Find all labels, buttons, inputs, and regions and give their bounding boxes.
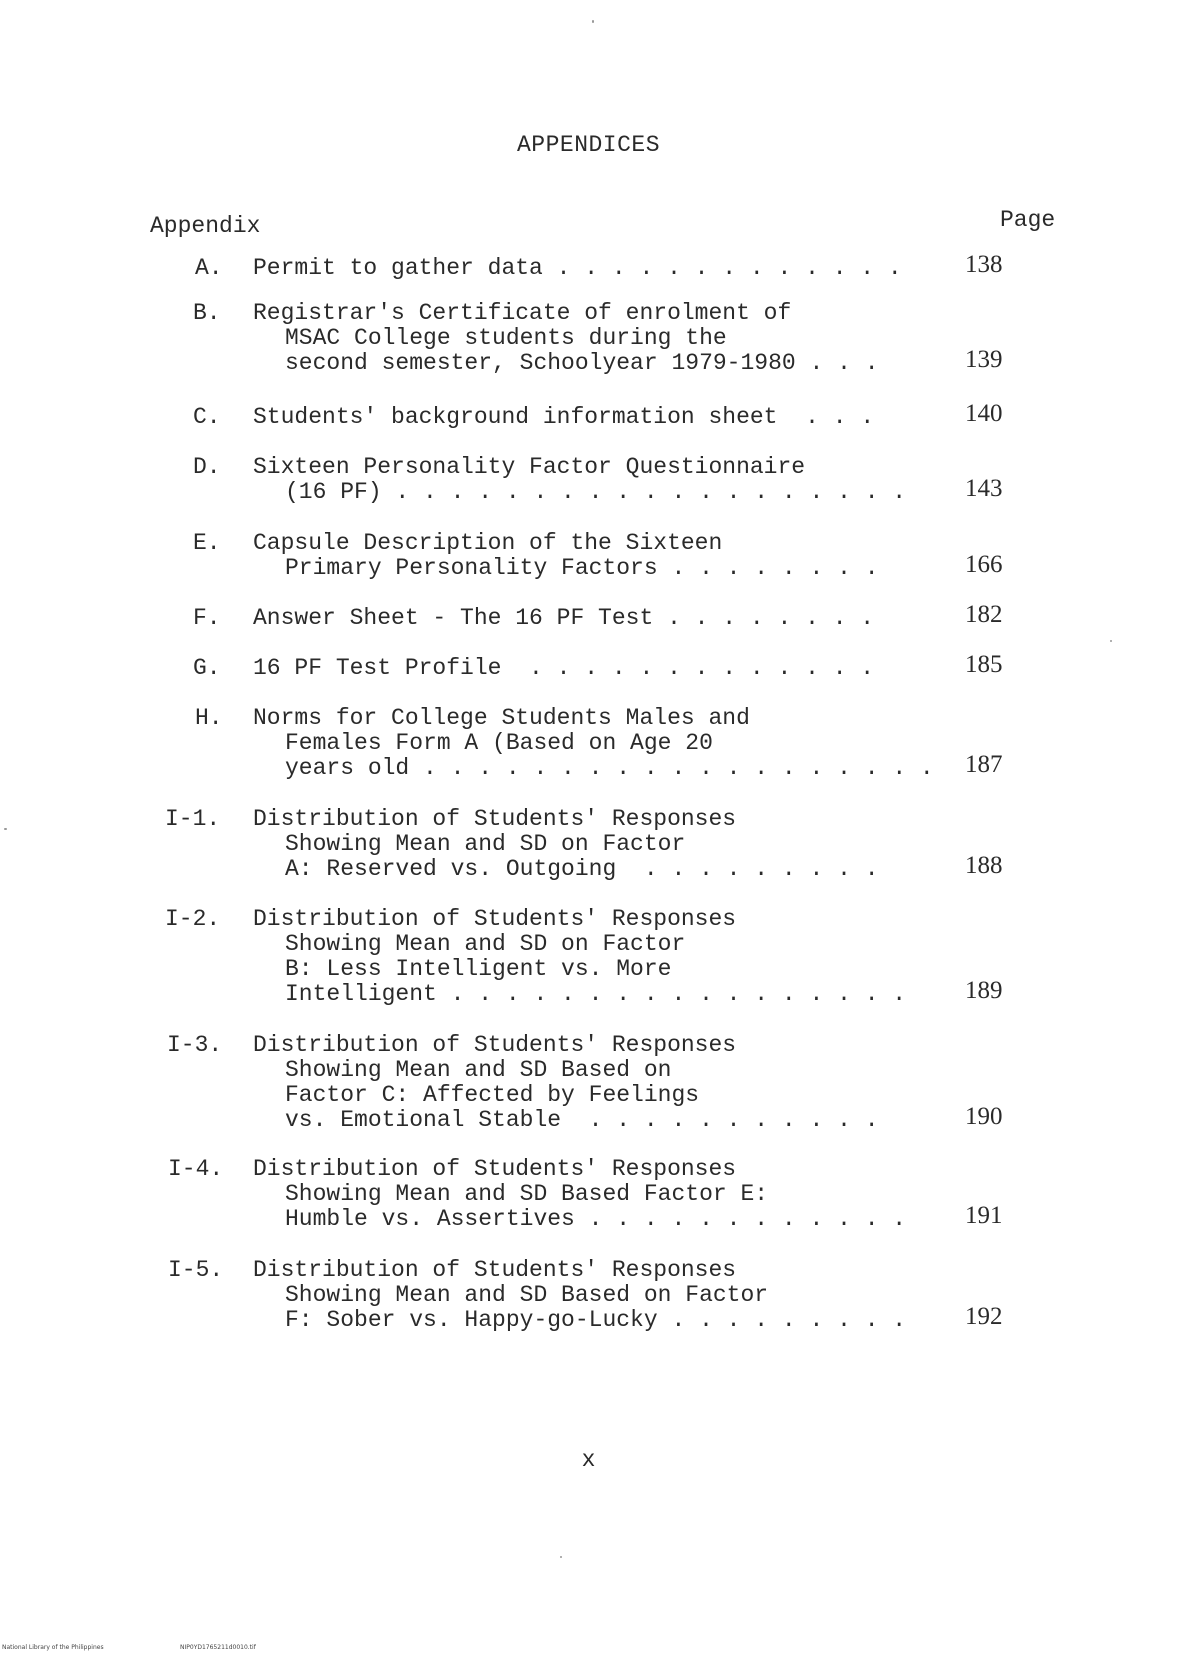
appendix-title-line	[253, 705, 750, 731]
appendix-label: I-1.	[165, 806, 221, 832]
appendix-title-text: Distribution of Students' Responses	[253, 1257, 737, 1283]
appendix-title-text: second semester, Schoolyear 1979-1980	[285, 350, 796, 376]
appendix-title-text: Distribution of Students' Responses	[253, 806, 737, 832]
appendix-title-line	[285, 555, 879, 581]
appendix-title-text: Permit to gather data	[253, 255, 543, 281]
appendix-title-text: Distribution of Students' Responses	[253, 1156, 737, 1182]
appendix-label: H.	[195, 705, 223, 731]
appendix-title-line	[285, 755, 934, 781]
appendix-title-line	[285, 1181, 768, 1207]
library-note: National Library of the Philippines	[2, 1644, 104, 1651]
appendix-title-line	[285, 730, 713, 756]
appendix-title-line	[253, 1156, 736, 1182]
appendix-title-text: Answer Sheet - The 16 PF Test	[253, 605, 654, 631]
footer-page-number: x	[581, 1447, 596, 1473]
appendix-title-text: Distribution of Students' Responses	[253, 906, 737, 932]
appendix-title-text: (16 PF)	[285, 479, 382, 505]
appendix-title-line	[253, 605, 874, 631]
leader-dots: . . . . . . . . . . . . .	[501, 655, 875, 681]
appendix-label: I-2.	[165, 906, 221, 932]
leader-dots: . . .	[795, 350, 879, 376]
leader-dots: . . .	[777, 404, 875, 430]
appendix-title-line	[285, 1206, 906, 1232]
leader-dots: . . . . . . . . . . . .	[574, 1206, 907, 1232]
appendix-title-text: Showing Mean and SD Based Factor E:	[285, 1181, 769, 1207]
appendix-title-text: A: Reserved vs. Outgoing	[285, 856, 617, 882]
appendix-title-line	[253, 906, 736, 932]
appendix-title-line	[285, 350, 879, 376]
scan-speck	[4, 828, 7, 830]
appendix-label: I-5.	[168, 1257, 224, 1283]
appendix-label: G.	[193, 655, 221, 681]
page-title: APPENDICES	[516, 132, 661, 158]
appendix-title-line	[285, 931, 685, 957]
appendix-title-text: Norms for College Students Males and	[253, 705, 750, 731]
appendix-label: F.	[193, 605, 221, 631]
leader-dots: . . . . . . . . . . . . . . . . . . .	[381, 479, 907, 505]
appendix-title-line	[253, 300, 791, 326]
appendix-title-line	[285, 1057, 671, 1083]
appendix-title-text: Showing Mean and SD Based on Factor	[285, 1282, 769, 1308]
appendix-title-line	[285, 1307, 906, 1333]
leader-dots: . . . . . . . . . . . . . . . . .	[436, 981, 907, 1007]
appendix-title-text: MSAC College students during the	[285, 325, 727, 351]
appendix-title-text: Students' background information sheet	[253, 404, 778, 430]
scan-speck	[592, 20, 594, 23]
appendix-label: I-3.	[167, 1032, 223, 1058]
scan-id: NIP0YD1765211d0010.tif	[180, 1644, 256, 1651]
appendix-page-number: 187	[965, 751, 1003, 778]
appendix-title-line	[285, 1107, 879, 1133]
leader-dots: . . . . . . . . . . . . .	[542, 255, 902, 281]
appendix-title-line	[285, 856, 879, 882]
appendix-title-text: B: Less Intelligent vs. More	[285, 956, 672, 982]
appendix-label: D.	[193, 454, 221, 480]
appendix-page-number: 138	[965, 251, 1003, 278]
appendix-page-number: 143	[965, 475, 1003, 502]
appendix-title-line	[285, 956, 671, 982]
appendix-title-text: years old	[285, 755, 410, 781]
appendix-page-number: 185	[965, 651, 1003, 678]
appendix-title-text: Factor C: Affected by Feelings	[285, 1082, 700, 1108]
appendix-title-text: Registrar's Certificate of enrolment of	[253, 300, 792, 326]
appendix-title-line	[253, 454, 805, 480]
appendix-label: C.	[193, 404, 221, 430]
appendix-title-line	[285, 1082, 699, 1108]
appendix-title-line	[253, 655, 874, 681]
appendix-title-text: 16 PF Test Profile	[253, 655, 502, 681]
appendix-title-text: F: Sober vs. Happy-go-Lucky	[285, 1307, 658, 1333]
appendix-title-text: Intelligent	[285, 981, 437, 1007]
appendix-title-line	[285, 831, 685, 857]
appendix-page-number: 140	[965, 400, 1003, 427]
appendix-title-text: Sixteen Personality Factor Questionnaire	[253, 454, 806, 480]
appendix-title-line	[253, 806, 736, 832]
appendix-title-text: Distribution of Students' Responses	[253, 1032, 737, 1058]
appendix-page-number: 188	[965, 852, 1003, 879]
appendix-label: I-4.	[168, 1156, 224, 1182]
appendix-column-header: Appendix	[150, 213, 261, 239]
appendix-title-text: Showing Mean and SD Based on	[285, 1057, 672, 1083]
appendix-title-line	[285, 1282, 768, 1308]
appendix-title-text: Females Form A (Based on Age 20	[285, 730, 713, 756]
appendix-page-number: 190	[965, 1103, 1003, 1130]
appendix-title-line	[253, 255, 902, 281]
appendix-page-number: 192	[965, 1303, 1003, 1330]
scan-speck	[1110, 640, 1112, 642]
leader-dots: . . . . . . . . . . .	[561, 1107, 879, 1133]
leader-dots: . . . . . . . .	[653, 605, 875, 631]
appendix-title-line	[285, 981, 906, 1007]
appendix-title-text: Showing Mean and SD on Factor	[285, 931, 686, 957]
appendix-label: A.	[195, 255, 223, 281]
appendix-title-line	[253, 1257, 736, 1283]
leader-dots: . . . . . . . . .	[616, 856, 879, 882]
appendix-title-line	[253, 530, 722, 556]
appendix-page-number: 182	[965, 601, 1003, 628]
leader-dots: . . . . . . . . . . . . . . . . . . .	[409, 755, 934, 781]
appendix-label: E.	[193, 530, 221, 556]
leader-dots: . . . . . . . . .	[657, 1307, 907, 1333]
appendix-title-text: vs. Emotional Stable	[285, 1107, 562, 1133]
appendix-title-line	[285, 479, 906, 505]
appendix-page-number: 139	[965, 346, 1003, 373]
appendix-page-number: 189	[965, 977, 1003, 1004]
leader-dots: . . . . . . . .	[657, 555, 879, 581]
scan-speck	[560, 1556, 562, 1558]
appendix-page-number: 166	[965, 551, 1003, 578]
appendix-title-line	[285, 325, 727, 351]
appendix-title-text: Primary Personality Factors	[285, 555, 658, 581]
appendix-title-line	[253, 404, 874, 430]
appendix-title-line	[253, 1032, 736, 1058]
appendix-label: B.	[193, 300, 221, 326]
page-column-header: Page	[1000, 207, 1056, 233]
appendix-title-text: Humble vs. Assertives	[285, 1206, 575, 1232]
appendix-page-number: 191	[965, 1202, 1003, 1229]
appendix-title-text: Capsule Description of the Sixteen	[253, 530, 723, 556]
appendix-title-text: Showing Mean and SD on Factor	[285, 831, 686, 857]
